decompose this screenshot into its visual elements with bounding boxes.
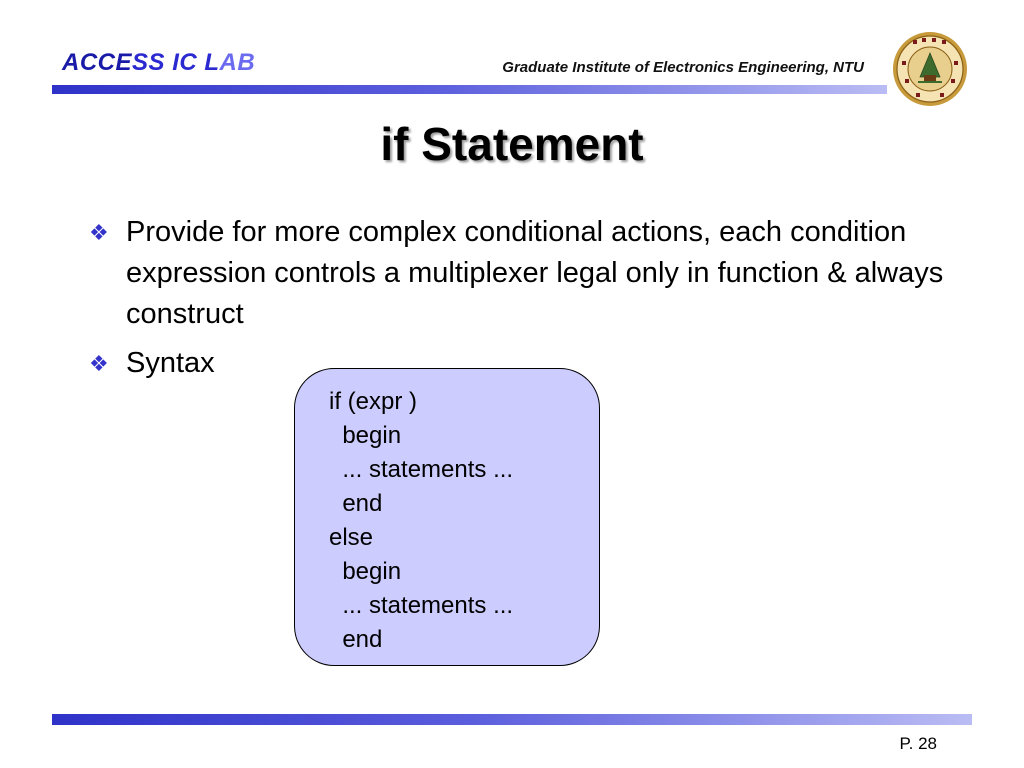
lab-logo-text (62, 51, 255, 75)
footer-divider-bar (52, 714, 972, 725)
bullet-text: Provide for more complex conditional actions, each condition expression controls a multiplexer legal only in function & always construct (126, 216, 944, 330)
header-divider-bar (52, 85, 887, 94)
code-line: if (expr ) (329, 388, 418, 415)
lab-name-part-2: SS IC L (132, 49, 220, 76)
bullet-text: Syntax (126, 347, 215, 379)
lab-name-part-3: AB (219, 49, 256, 76)
code-line: else (329, 524, 374, 551)
lab-name-part-1: ACCE (62, 49, 133, 76)
code-line: end (329, 626, 383, 653)
syntax-code-box (294, 368, 600, 666)
code-line: begin (329, 422, 402, 449)
code-line: ... statements ... (329, 592, 514, 619)
slide-title: if Statement (380, 118, 644, 170)
code-line: begin (329, 558, 402, 585)
institute-name: Graduate Institute of Electronics Engineering, NTU (502, 59, 864, 76)
page-number: P. 28 (899, 734, 937, 753)
ntu-seal-icon (892, 31, 968, 107)
bullet-item (89, 212, 949, 335)
diamond-bullet-icon: ❖ (89, 220, 109, 245)
code-line: ... statements ... (329, 456, 514, 483)
code-line: end (329, 490, 383, 517)
diamond-bullet-icon: ❖ (89, 351, 109, 376)
